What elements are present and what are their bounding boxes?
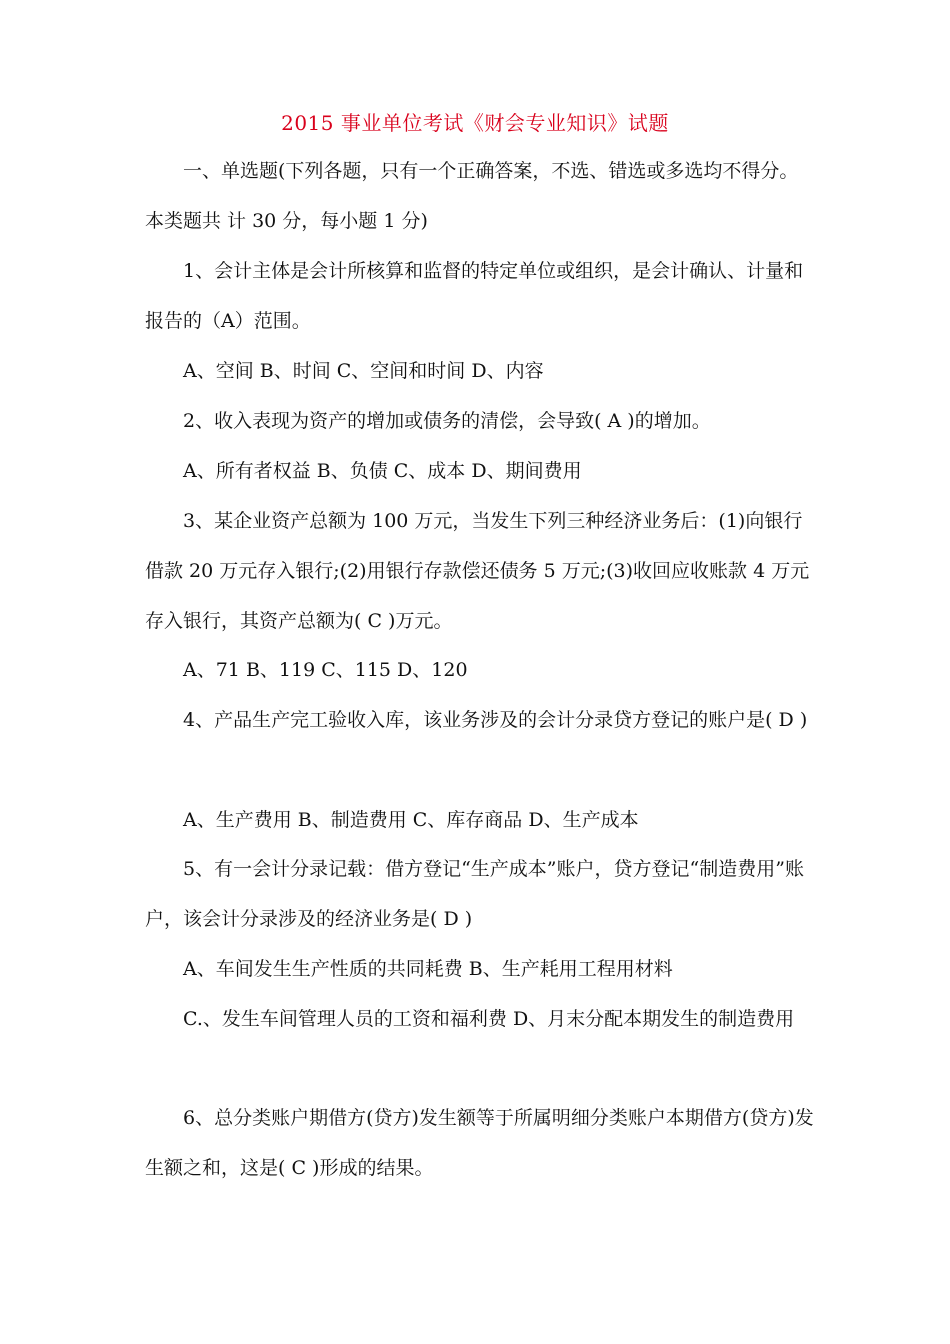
question-1: 1、会计主体是会计所核算和监督的特定单位或组织，是会计确认、计量和报告的（A）范围。 [145,260,804,332]
question-5-options-cd: C.、发生车间管理人员的工资和福利费 D、月末分配本期发生的制造费用 [183,1008,795,1030]
question-4-options: A、生产费用 B、制造费用 C、库存商品 D、生产成本 [183,809,639,831]
question-2-options: A、所有者权益 B、负债 C、成本 D、期间费用 [183,460,582,482]
question-3: 3、某企业资产总额为 100 万元，当发生下列三种经济业务后：(1)向银行借款 20 万元存入银行;(2)用银行存款偿还债务 5 万元;(3)收回应收账款 4 万元存入银行，其资产总额为( C )万元。 [145,510,810,632]
question-5: 5、有一会计分录记载：借方登记“生产成本”账户，贷方登记“制造费用”账户，该会计分录涉及的经济业务是( D ) [145,858,804,930]
question-6: 6、总分类账户期借方(贷方)发生额等于所属明细分类账户本期借方(贷方)发生额之和，这是( C )形成的结果。 [145,1107,814,1179]
question-5-options-ab: A、车间发生生产性质的共同耗费 B、生产耗用工程用材料 [183,958,673,980]
question-1-options: A、空间 B、时间 C、空间和时间 D、内容 [183,360,544,382]
document-title: 2015 事业单位考试《财会专业知识》试题 [281,111,669,135]
section-heading: 一、单选题(下列各题，只有一个正确答案，不选、错选或多选均不得分。本类题共 计 30 分，每小题 1 分) [145,160,799,232]
question-4: 4、产品生产完工验收入库，该业务涉及的会计分录贷方登记的账户是( D ) [183,709,808,731]
question-3-options: A、71 B、119 C、115 D、120 [183,659,468,681]
question-2: 2、收入表现为资产的增加或债务的清偿，会导致( A )的增加。 [183,410,711,432]
